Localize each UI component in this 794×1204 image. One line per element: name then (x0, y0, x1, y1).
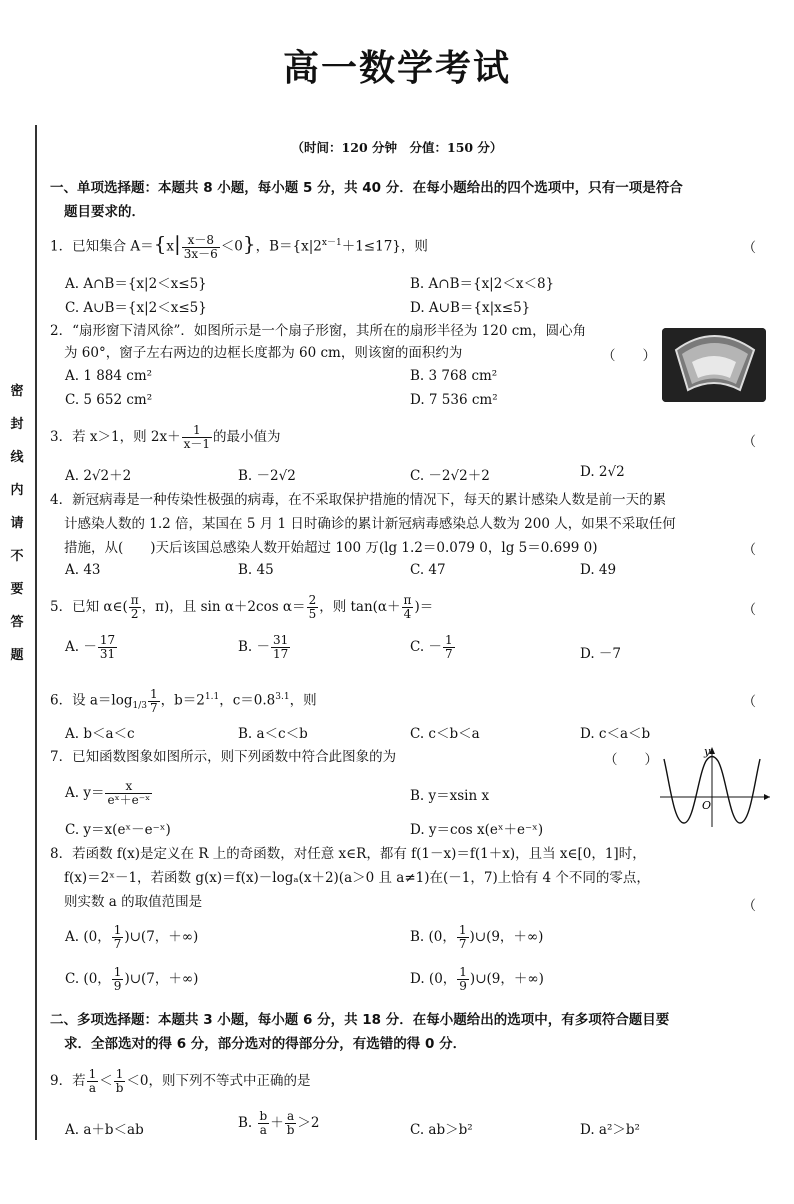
section1-header-line1: 一、单项选择题：本题共 8 小题，每小题 5 分，共 40 分．在每小题给出的四个选项中，只有一项是符合 (50, 180, 683, 196)
q1-stem-c: ，B＝{x|2 (255, 238, 322, 255)
option-c: C. 5 652 cm² (65, 392, 153, 408)
q5-stem-a: 5．已知 α∈( (50, 599, 128, 615)
q1-exp: x－1 (321, 238, 342, 248)
q9-frac-1: $\frac{1}{a}$ (88, 1067, 97, 1095)
side-char: 密 (10, 384, 24, 399)
question-5 (50, 594, 750, 621)
option-d: D. 7 536 cm² (410, 392, 498, 408)
option-d: D. 2√2 (580, 464, 625, 480)
question-8 (50, 842, 778, 914)
answer-paren: （ (742, 694, 756, 710)
option-b: B. －2√2 (238, 468, 296, 484)
q6-stem-c: ，c＝0.8 (219, 692, 276, 709)
q6-stem-a: 6．设 a＝log (50, 692, 133, 709)
q3-stem-b: 的最小值为 (212, 429, 281, 445)
side-char: 不 (10, 549, 24, 564)
q2-line2: 为 60°，窗子左右两边的边框长度都为 60 cm，则该窗的面积约为 (64, 345, 463, 361)
q1-set-x: x (166, 238, 174, 255)
option-b: B. 3 768 cm² (410, 368, 498, 384)
section1-header (50, 176, 778, 224)
question-2 (50, 320, 660, 364)
q9-stem-b: ＜ (99, 1073, 113, 1089)
q1-fraction: $\frac{x-8}{3x-6}$ (183, 232, 218, 261)
option-b: B. 45 (238, 562, 274, 578)
question-3 (50, 424, 750, 451)
q3-fraction: $\frac{1}{x-1}$ (183, 423, 210, 451)
q6-base: 1/3 (132, 701, 148, 712)
option-d: D. 49 (580, 562, 617, 578)
option-b: B. (0， $\frac{1}{7}$ )∪(9，＋∞) (410, 923, 544, 951)
option-a: A. － $\frac{17}{31}$ (65, 633, 116, 661)
q5-stem-c: ，则 tan(α＋ (319, 599, 401, 615)
exam-info: （时间：120 分钟 分值：150 分） (291, 140, 503, 155)
side-char: 封 (10, 417, 24, 432)
answer-paren: （ (742, 434, 756, 450)
side-char: 内 (10, 483, 24, 498)
answer-paren: （ (742, 240, 756, 256)
q5-frac-2: $\frac{2}{5}$ (308, 593, 317, 621)
q5-frac-1: $\frac{\pi}{2}$ (130, 593, 139, 621)
question-6 (50, 686, 750, 717)
section1-header-line2: 题目要求的． (64, 204, 145, 220)
option-a: A. (0， $\frac{1}{7}$ )∪(7，＋∞) (65, 923, 199, 951)
q3-stem-a: 3．若 x＞1，则 2x＋ (50, 429, 181, 445)
side-char: 答 (10, 615, 24, 630)
option-d: D. a²＞b² (580, 1122, 640, 1138)
q9-stem-a: 9．若 (50, 1073, 86, 1089)
section2-header-line2: 求．全部选对的得 6 分，部分选对的得部分分，有选错的得 0 分． (64, 1036, 467, 1052)
answer-paren: （ ） (604, 752, 658, 768)
q8-line1: 8．若函数 f(x)是定义在 R 上的奇函数，对任意 x∈R，都有 f(1－x)＝f(1＋x)，且当 x∈[0，1]时， (50, 846, 646, 862)
answer-paren: （ (742, 542, 756, 558)
q8-line2: f(x)＝2ˣ－1，若函数 g(x)＝f(x)－logₐ(x＋2)(a＞0 且 a≠1)在(－1，7)上恰有 4 个不同的零点， (64, 870, 650, 886)
binding-line (35, 125, 37, 1140)
option-b: B. A∩B＝{x|2＜x＜8} (410, 276, 555, 292)
q9-frac-2: $\frac{1}{b}$ (115, 1067, 124, 1095)
q6-exp-c: 3.1 (275, 692, 290, 702)
q6-stem-d: ，则 (289, 692, 317, 709)
option-d: D. －7 (580, 646, 622, 662)
q1-stem-d: ＋1≤17}，则 (341, 238, 428, 255)
option-a: A. b＜a＜c (65, 726, 135, 742)
q5-stem-d: )＝ (414, 599, 434, 615)
option-c: C. － $\frac{1}{7}$ (410, 633, 453, 661)
option-a: A. A∩B＝{x|2＜x≤5} (65, 276, 207, 292)
option-c: C. (0， $\frac{1}{9}$ )∪(7，＋∞) (65, 965, 199, 993)
q9-stem-c: ＜0，则下列不等式中正确的是 (126, 1073, 311, 1089)
answer-paren: （ ） (602, 348, 656, 364)
side-char: 题 (10, 648, 24, 663)
option-a: A. 43 (65, 562, 101, 578)
side-notice (6, 380, 28, 663)
q4-line3: 措施，从( )天后该国总感染人数开始超过 100 万(lg 1.2＝0.079 0，lg 5＝0.699 0) (64, 540, 598, 556)
question-9 (50, 1068, 750, 1095)
option-a: A. a＋b＜ab (65, 1122, 144, 1138)
graph-origin-label: O (702, 799, 712, 812)
side-char: 请 (10, 516, 24, 531)
answer-paren: （ (742, 602, 756, 618)
option-a: A. y＝ $\frac{x}{\text{eˣ＋e⁻ˣ}}$ (65, 779, 151, 807)
function-graph (660, 745, 772, 829)
q1-stem-a: 1．已知集合 A＝ (50, 238, 154, 255)
section2-header (50, 1008, 778, 1056)
option-d: D. c＜a＜b (580, 726, 651, 742)
graph-y-label: y (704, 745, 711, 758)
q7-stem: 7．已知函数图象如图所示，则下列函数中符合此图象的为 (50, 749, 397, 765)
option-c: C. ab＞b² (410, 1122, 473, 1138)
fan-window-photo (662, 328, 766, 402)
option-b: B. － $\frac{31}{17}$ (238, 633, 289, 661)
q5-stem-b: ，π)，且 sin α＋2cos α＝ (141, 599, 306, 615)
side-char: 线 (10, 450, 24, 465)
option-a: A. 2√2＋2 (65, 468, 132, 484)
q4-line1: 4．新冠病毒是一种传染性极强的病毒，在不采取保护措施的情况下，每天的累计感染人数是前一天的累 (50, 492, 667, 508)
option-d: D. A∪B＝{x|x≤5} (410, 300, 531, 316)
q2-line1: 2．“扇形窗下清风徐”．如图所示是一个扇子形窗，其所在的扇形半径为 120 cm，圆心角 (50, 323, 587, 339)
question-4 (50, 488, 770, 560)
q6-stem-b: ，b＝2 (160, 692, 205, 709)
option-b: B. y＝xsin x (410, 788, 490, 804)
option-c: C. y＝x(eˣ－e⁻ˣ) (65, 822, 171, 838)
option-c: C. A∪B＝{x|2＜x≤5} (65, 300, 207, 316)
q8-line3: 则实数 a 的取值范围是 (64, 894, 203, 910)
section2-header-line1: 二、多项选择题：本题共 3 小题，每小题 6 分，共 18 分．在每小题给出的选项中，有多项符合题目要 (50, 1012, 670, 1028)
answer-paren: （ (742, 898, 756, 914)
question-1: 1．已知集合 A＝{x| $\frac{x-8}{3x-6}$ ＜0}，$B=\{x|2^{x-1}+1\le 17\}$，则 (50, 231, 428, 261)
q4-line2: 计感染人数的 1.2 倍，某国在 5 月 1 日时确诊的累计新冠病毒感染总人数为 200 人，如果不采取任何 (64, 516, 676, 532)
page-title: 高一数学考试 (282, 48, 511, 89)
q1-stem-b: ＜0 (220, 238, 243, 255)
q5-frac-3: $\frac{\pi}{4}$ (403, 593, 412, 621)
q6-exp-b: 1.1 (204, 692, 220, 702)
q6-frac: $\frac{1}{7}$ (150, 686, 158, 715)
option-c: C. 47 (410, 562, 446, 578)
option-a: A. 1 884 cm² (65, 368, 153, 384)
option-d: D. y＝cos x(eˣ＋e⁻ˣ) (410, 822, 544, 838)
option-b: B. a＜c＜b (238, 726, 308, 742)
option-c: C. c＜b＜a (410, 726, 480, 742)
option-d: D. (0， $\frac{1}{9}$ )∪(9，＋∞) (410, 965, 544, 993)
side-char: 要 (10, 582, 24, 597)
option-b: B. $\frac{b}{a}$ ＋ $\frac{a}{b}$ ＞2 (238, 1109, 320, 1137)
option-c: C. －2√2＋2 (410, 468, 490, 484)
